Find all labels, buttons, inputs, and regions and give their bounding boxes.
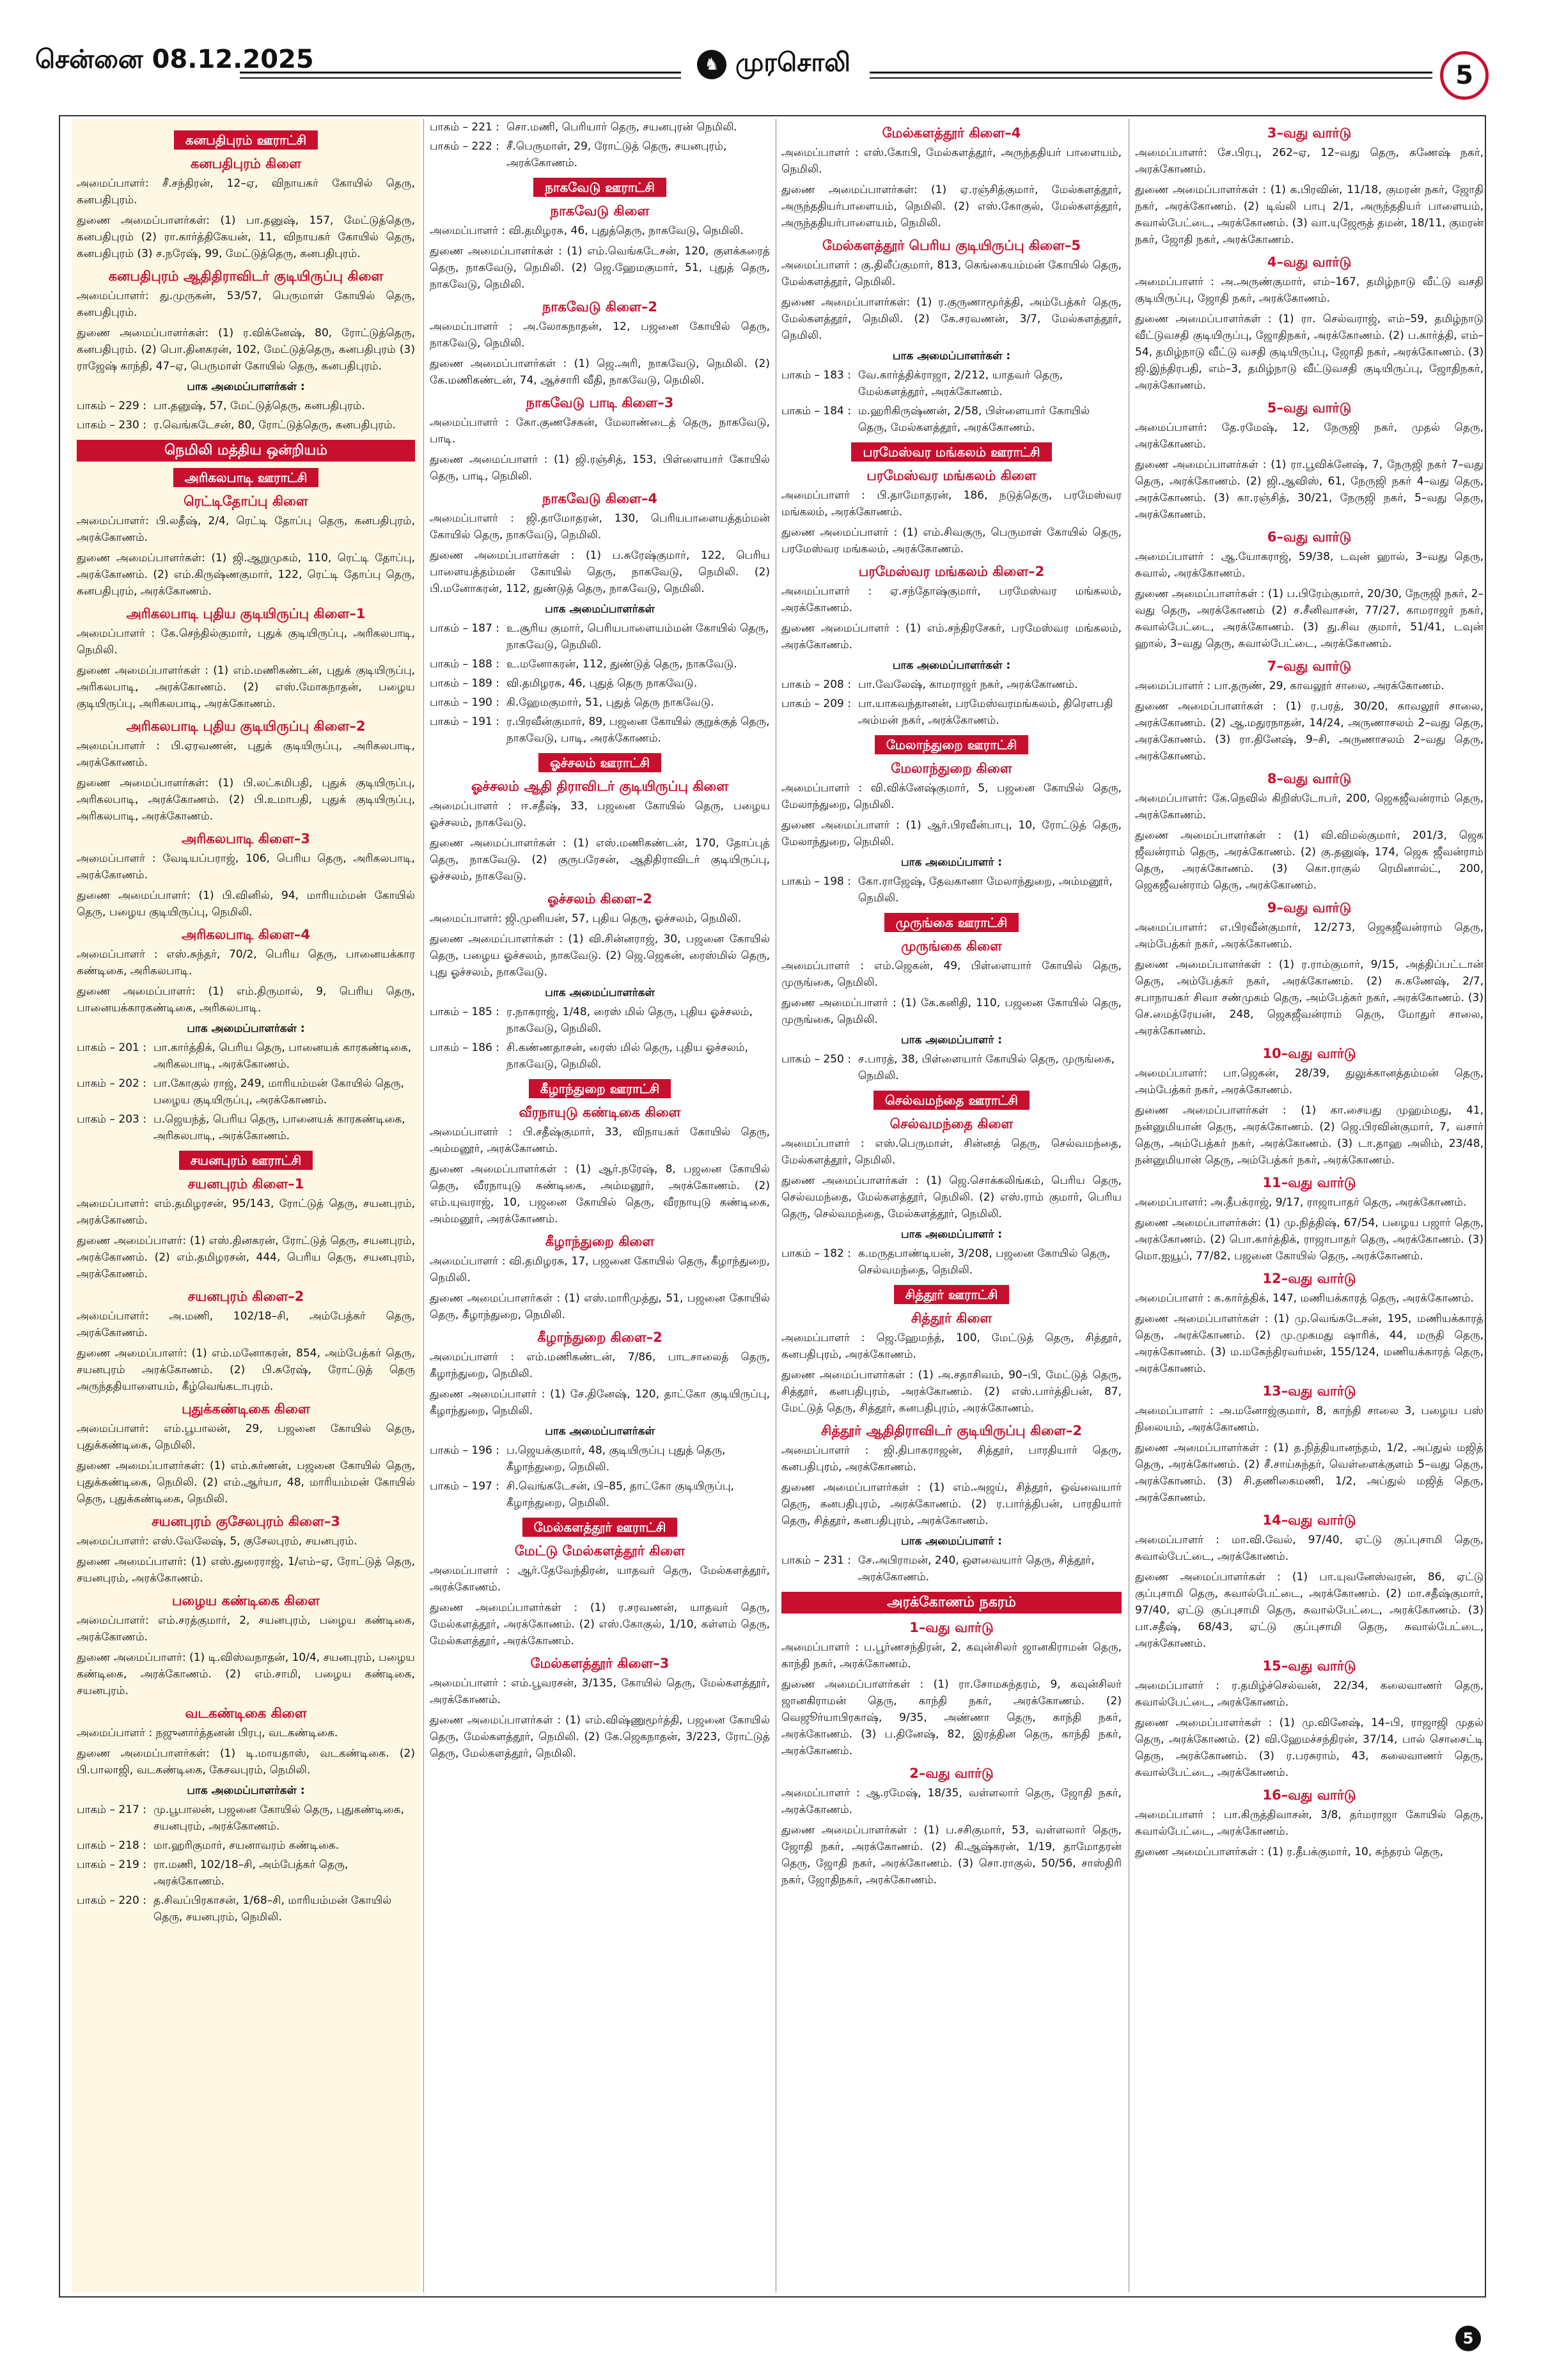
deputy-entry: துணை அமைப்பாளர்: (1) எஸ்.தினகரன், ரோட்டுத் தெரு, சயனபுரம், அரக்கோணம். (2) எம்.தமிழரசன், 444, பெரிய தெரு, சயனபுரம், அரக்கோணம். bbox=[77, 1234, 415, 1280]
ward-heading: 13–வது வார்டு bbox=[1262, 1383, 1356, 1399]
organizer-entry: அமைப்பாளர் : எம்.மணிகண்டன், 7/86, பாடசாலைத் தெரு, கீழாந்துறை, நெமிலி. bbox=[430, 1351, 770, 1380]
booth-name: சே.அபிராமன், 240, ஔவையார் தெரு, சித்தூர், அரக்கோணம். bbox=[858, 1554, 1095, 1583]
deputy-entry: துணை அமைப்பாளர்கள் : (1) வி.சின்னராஜ், 30, பஜனை கோயில் தெரு, பழைய ஓச்சலம், நாகவேடு. (2) ஜெ.ஜெகன், ரைஸ்மில் தெரு, புது ஓச்சலம், நாகவேடு. bbox=[430, 933, 770, 979]
organizer-entry: அமைப்பாளர் : அ.அருண்குமார், எம்–167, தமிழ்நாடு வீட்டு வசதி குடியிருப்பு, ஜோதி நகர், அரக்கோணம். bbox=[1135, 276, 1484, 305]
deputy-entry: துணை அமைப்பாளர்கள்: (1) ஜி.ஆறுமுகம், 110, ரெட்டி தோப்பு, அரக்கோணம். (2) எம்.கிருஷ்ணகுமார், 122, ரெட்டி தோப்பு தெரு, கனபதிபுரம், அரக்கோணம். bbox=[77, 552, 415, 598]
booth-name: ர.வெங்கடேசன், 80, ரோட்டுத்தெரு, கனபதிபுரம். bbox=[153, 419, 396, 432]
deputy-entry: துணை அமைப்பாளர் : (1) எம்.சந்திரசேகர், பரமேஸ்வர மங்கலம், அரக்கோணம். bbox=[781, 622, 1122, 651]
deputy-entry: துணை அமைப்பாளர்: (1) எம்.திருமால், 9, பெரிய தெரு, பானையக்காரகண்டிகை, அரிகலபாடி. bbox=[77, 985, 415, 1015]
organizer-entry: அமைப்பாளர் : ஜி.திபாகராஜன், சித்தூர், பாரதியார் தெரு, கனபதிபுரம், அரக்கோணம். bbox=[781, 1444, 1122, 1474]
branch-heading: சித்தூர் கிளை bbox=[911, 1311, 992, 1326]
booth-number: பாகம் – 230 : bbox=[77, 419, 146, 432]
booth-name: பா.யாகவந்தானன், பரமேஸ்வரமங்கலம், திரௌபதி அம்மன் நகர், அரக்கோணம். bbox=[858, 697, 1113, 727]
deputy-entry: துணை அமைப்பாளர்கள் : (1) பா.யுவனேஸ்வரன், 86, ஏட்டு குப்புசாமி தெரு, சுவால்பேட்டை, அரக்கோணம். (2) மா.சதீஷ்குமார், 97/40, ஏட்டு குப்புசாமி தெரு, சுவால்பேட்டை, அரக்கோணம். (3) பா.சதீஷ், 68/43, ஏட்டு குப்புசாமி தெரு, சுவால்பேட்டை, அரக்கோணம். bbox=[1135, 1571, 1484, 1650]
branch-heading: மேட்டு மேல்களத்தூர் கிளை bbox=[514, 1543, 685, 1559]
booth-name: ச.பாரத், 38, பிள்ளையார் கோயில் தெரு, முருங்கை, நெமிலி. bbox=[858, 1053, 1115, 1082]
organizer-entry: அமைப்பாளர்: சீ.சந்திரன், 12–ஏ, விநாயகர் கோயில் தெரு, கனபதிபுரம். bbox=[77, 177, 415, 206]
section-heading: அரிகலபாடி ஊராட்சி bbox=[173, 468, 319, 487]
organizer-entry: அமைப்பாளர் : அ.லோகநாதன், 12, பஜனை கோயில் தெரு, நாகவேடு, நெமிலி. bbox=[430, 320, 770, 350]
organizer-entry: அமைப்பாளர் : கே.செந்தில்குமார், புதுக் குடியிருப்பு, அரிகலபாடி, நெமிலி. bbox=[77, 627, 415, 657]
deputy-entry: துணை அமைப்பாளர்கள்: (1) ர.குருணாமூர்த்தி, அம்பேத்கர் தெரு, மேல்களத்தூர், நெமிலி. (2) கே.சரவணன், 3/7, மேல்களத்தூர், நெமிலி. bbox=[781, 296, 1122, 342]
booth-name: பா.கோகுல் ராஜ், 249, மாரியம்மன் கோயில் தெரு, பழைய குடியிருப்பு, அரக்கோணம். bbox=[153, 1077, 405, 1107]
ward-heading: 8–வது வார்டு bbox=[1267, 771, 1352, 786]
deputy-entry: துணை அமைப்பாளர்கள்: (1) மு.நித்திஷ், 67/54, பழைய பஜார் தெரு, அரக்கோணம். (2) பொ.கார்த்திக், ராஜாபாதர் தெரு, அரக்கோணம். (3) மொ.ஐயூப், 77/82, பஜனை கோயில் தெரு, அரக்கோணம். bbox=[1135, 1217, 1484, 1263]
ward-heading: 9–வது வார்டு bbox=[1267, 900, 1352, 915]
booth-row bbox=[430, 620, 770, 653]
organizer-entry: அமைப்பாளர் : அ.மனோஜ்குமார், 8, காந்தி சாலை 3, பழைய பஸ் நிலையம், அரக்கோணம். bbox=[1135, 1404, 1484, 1434]
deputy-entry: துணை அமைப்பாளர்கள் : (1) ர.சரவணன், யாதவர் தெரு, மேல்களத்தூர், அரக்கோணம். (2) எஸ்.கோகுல், 1/10, கள்ளம் தெரு, மேல்களத்தூர், அரக்கோணம். bbox=[430, 1601, 770, 1647]
deputy-entry: துணை அமைப்பாளர் : (1) எம்.சிவகுரு, பெருமாள் கோயில் தெரு, பரமேஸ்வர மங்கலம், அரக்கோணம். bbox=[781, 526, 1122, 556]
organizer-entry: அமைப்பாளர் : கோ.குணசேகன், மேலாண்டைத் தெரு, நாகவேடு, பாடி. bbox=[430, 416, 770, 446]
ward-heading: 5–வது வார்டு bbox=[1267, 400, 1352, 416]
branch-heading: ஓச்சலம் கிளை–2 bbox=[547, 891, 652, 906]
booth-number: பாகம் – 185 : bbox=[430, 1006, 499, 1018]
branch-heading: அரிகலபாடி கிளை–4 bbox=[181, 927, 311, 942]
deputy-entry: துணை அமைப்பாளர்கள்: (1) டி.மாயதாஸ், வடகண்டிகை. (2) பி.பாலாஜி, வடகண்டிகை, கேசவபுரம், நெமிலி. bbox=[77, 1747, 415, 1777]
section-heading: சயனபுரம் ஊராட்சி bbox=[179, 1151, 313, 1170]
ward-heading: 15–வது வார்டு bbox=[1262, 1658, 1356, 1674]
elephant-emblem-icon: ♞ bbox=[697, 50, 726, 79]
booth-number: பாகம் – 218 : bbox=[77, 1839, 146, 1852]
branch-heading: வடகண்டிகை கிளை bbox=[185, 1706, 307, 1721]
booth-number: பாகம் – 188 : bbox=[430, 658, 499, 671]
organizer-entry: அமைப்பாளர் : வேடியப்பராஜ், 106, பெரிய தெரு, அரிகலபாடி, அரக்கோணம். bbox=[77, 852, 415, 882]
branch-heading: புதுக்கண்டிகை கிளை bbox=[182, 1401, 310, 1417]
column-1 bbox=[72, 119, 420, 2292]
deputy-entry: துணை அமைப்பாளர்: (1) எம்.மனோகரன், 854, அம்பேத்கர் தெரு, சயனபுரம் அரக்கோணம். (2) பி.சுரேஷ், ரோட்டுத் தெரு அருந்ததியாளையம், கீழ்வெங்கடாபுரம். bbox=[77, 1347, 415, 1393]
deputy-entry: துணை அமைப்பாளர்கள் : (1) மு.வெங்கடேசன், 195, மணியக்காரத் தெரு, அரக்கோணம். (2) மு.முகமது ஷாரிக், 44, மருதி தெரு, அரக்கோணம். (3) ம.மகேந்திரவர்மன், 155/124, மணியக்காரத் தெரு, அரக்கோணம். bbox=[1135, 1312, 1484, 1375]
deputy-entry: துணை அமைப்பாளர் : (1) ஜி.ரஞ்சித், 153, பிள்ளையார் கோயில் தெரு, பாடி, நெமிலி. bbox=[430, 453, 770, 483]
deputy-entry: துணை அமைப்பாளர் : (1) கே.கனிதி, 110, பஜனை கோயில் தெரு, முருங்கை, நெமிலி. bbox=[781, 997, 1122, 1026]
branch-heading: முருங்கை கிளை bbox=[901, 938, 1002, 954]
deputy-entry: துணை அமைப்பாளர்கள் : (1) எம்.விஷ்ணுமூர்த்தி, பஜனை கோயில் தெரு, மேல்களத்தூர், நெமிலி. (2) கே.ஜெகநாதன், 3/223, ரோட்டுத் தெரு, மேல்களத்தூர், நெமிலி. bbox=[430, 1714, 770, 1760]
branch-heading: சயனபுரம் குசேலபுரம் கிளை–3 bbox=[151, 1514, 340, 1529]
booth-name: மு.பூபாலன், பஜனை கோயில் தெரு, புதுகண்டிகை, சயனபுரம், அரக்கோணம். bbox=[153, 1803, 404, 1833]
booth-number: பாகம் – 198 : bbox=[781, 875, 851, 888]
booth-name: த.சிவப்பிரகாசன், 1/68–சி, மாரியம்மன் கோயில் தெரு, சயனபுரம், நெமிலி. bbox=[153, 1894, 392, 1924]
deputy-entry: துணை அமைப்பாளர்கள் : (1) ர.பரத், 30/20, காவலூர் சாலை, அரக்கோணம். (2) ஆ.மதுரநாதன், 14/24, அருணாசலம் 2–வது தெரு, அரக்கோணம். (3) ரா.தினேஷ், 9–சி, அருணாசலம் 2–வது தெரு, அரக்கோணம். bbox=[1135, 700, 1484, 763]
booth-name: வி.தமிழரசு, 46, புதுத் தெரு நாகவேடு. bbox=[506, 677, 698, 690]
organizer-entry: அமைப்பாளர்: அ.மணி, 102/18–சி, அம்பேத்கர் தெரு, அரக்கோணம். bbox=[77, 1310, 415, 1339]
branch-heading: கனபதிபுரம் ஆதிதிராவிடர் குடியிருப்பு கிளை bbox=[108, 268, 384, 284]
organizer-entry: அமைப்பாளர்: சே.பிரபு, 262–ஏ, 12–வது தெரு, கணேஷ் நகர், அரக்கோணம். bbox=[1135, 146, 1484, 176]
booth-row bbox=[77, 1075, 415, 1108]
booth-heading: பாக அமைப்பாளர் : bbox=[900, 1034, 1003, 1046]
branch-heading: மேல்களத்தூர் கிளை–4 bbox=[882, 125, 1021, 141]
ward-heading: 6–வது வார்டு bbox=[1267, 529, 1352, 545]
organizer-entry: அமைப்பாளர்: எம்.சரத்குமார், 2, சயனபுரம், பழைய கண்டிகை, அரக்கோணம். bbox=[77, 1614, 415, 1644]
organizer-entry: அமைப்பாளர்: தே.ரமேஷ், 12, நேருஜி நகர், முதல் தெரு, அரக்கோணம். bbox=[1135, 421, 1484, 451]
branch-heading: பழைய கண்டிகை கிளை bbox=[171, 1593, 320, 1608]
organizer-entry: அமைப்பாளர்: எஸ்.வேலேஷ், 5, குசேலபுரம், சயனபுரம். bbox=[77, 1535, 357, 1548]
booth-row bbox=[781, 403, 1122, 436]
ward-heading: 4–வது வார்டு bbox=[1267, 254, 1352, 270]
booth-name: பா.தனுஷ், 57, மேட்டுத்தெரு, கனபதிபுரம். bbox=[153, 400, 365, 412]
booth-heading: பாக அமைப்பாளர்கள் bbox=[545, 1425, 655, 1438]
booth-row bbox=[430, 119, 770, 136]
branch-heading: மேலாந்துறை கிளை bbox=[891, 761, 1012, 776]
booth-number: பாகம் – 203 : bbox=[77, 1113, 146, 1126]
booth-name: பா.வேலேஷ், காமராஜர் நகர், அரக்கோணம். bbox=[858, 678, 1078, 691]
booth-number: பாகம் – 187 : bbox=[430, 622, 499, 635]
organizer-entry: அமைப்பாளர் : க.கார்த்திக், 147, மணியக்காரத் தெரு, அரக்கோணம். bbox=[1135, 1292, 1474, 1305]
organizer-entry: அமைப்பாளர் : வி.தமிழரசு, 46, புதுத்தெரு, நாகவேடு, நெமிலி. bbox=[430, 224, 744, 237]
column-4 bbox=[1135, 119, 1484, 2292]
booth-row bbox=[77, 1892, 415, 1925]
booth-number: பாகம் – 189 : bbox=[430, 677, 499, 690]
deputy-entry: துணை அமைப்பாளர்கள் : (1) எம்.அஜய், சித்தூர், ஒவ்வையார் தெரு, கனபதிபுரம், அரக்கோணம். (2) ர.பார்த்திபன், பாரதியார் தெரு, சித்தூர், கனபதிபுரம், அரக்கோணம். bbox=[781, 1481, 1122, 1527]
booth-row bbox=[430, 1039, 770, 1073]
booth-number: பாகம் – 231 : bbox=[781, 1554, 851, 1567]
organizer-entry: அமைப்பாளர் : பி.சதீஷ்குமார், 33, விநாயகர் கோயில் தெரு, அம்மனூர், அரக்கோணம். bbox=[430, 1126, 770, 1155]
branch-heading: சித்தூர் ஆதிதிராவிடர் குடியிருப்பு கிளை–2 bbox=[820, 1423, 1083, 1438]
deputy-entry: துணை அமைப்பாளர்கள் : (1) ஜெ.சொக்கலிங்கம், பெரிய தெரு, செல்வமந்தை, மேல்களத்தூர், நெமிலி. (2) எஸ்.ராம் குமார், பெரிய தெரு, செல்வமந்தை, மேல்களத்தூர், நெமிலி. bbox=[781, 1174, 1122, 1220]
organizer-entry: அமைப்பாளர்: எம்.தமிழரசன், 95/143, ரோட்டுத் தெரு, சயனபுரம், அரக்கோணம். bbox=[77, 1197, 415, 1227]
booth-row bbox=[430, 1478, 770, 1511]
section-heading: கனபதிபுரம் ஊராட்சி bbox=[174, 130, 318, 150]
booth-heading: பாக அமைப்பாளர்கள் : bbox=[892, 350, 1011, 362]
booth-row bbox=[781, 873, 1122, 906]
section-heading: முருங்கை ஊராட்சி bbox=[884, 913, 1019, 932]
deputy-entry: துணை அமைப்பாளர்கள் : (1) ப.சசிகுமார், 53, வள்ளலார் தெரு, ஜோதி நகர், அரக்கோணம். (2) கி.ஆஷ்கரன், 1/19, தாமோதரன் தெரு, ஜோதி நகர், அரக்கோணம். (3) சொ.ராகுல், 50/56, சாஸ்திரி நகர், ஜோதிநகர், அரக்கோணம். bbox=[781, 1824, 1122, 1886]
organizer-entry: அமைப்பாளர் : நஜுனார்த்தனன் பிரபு, வடகண்டிகை. bbox=[77, 1727, 338, 1739]
deputy-entry: துணை அமைப்பாளர்கள் : (1) ப.பிரேம்குமார், 20/30, நேருஜி நகர், 2–வது தெரு, அரக்கோணம் (2) ச.சீனிவாசன், 77/27, காமராஜர் நகர், சுவால்பேட்டை, அரக்கோணம். (3) து.சிவ குமார், 51/41, டவுன் ஹால், 3–வது தெரு, சுவால்பேட்டை, அரக்கோணம். bbox=[1135, 587, 1484, 650]
deputy-entry: துணை அமைப்பாளர்கள் : (1) ரா.சோமசுந்தரம், 9, கவுன்சிலர் ஜானகிராமன் தெரு, காந்தி நகர், அரக்கோணம். (2) வெஜூர்யாபிரகாஷ், 9/35, அண்ணா தெரு, காந்தி நகர், அரக்கோணம். (3) ப.தினேஷ், 82, இரத்தின தெரு, காந்தி நகர், அரக்கோணம். bbox=[781, 1678, 1122, 1757]
booth-number: பாகம் – 191 : bbox=[430, 715, 499, 728]
booth-number: பாகம் – 220 : bbox=[77, 1894, 146, 1907]
booth-name: சீ.பெருமாள், 29, ரோட்டுத் தெரு, சயனபுரம், அரக்கோணம். bbox=[506, 140, 727, 169]
organizer-entry: அமைப்பாளர் : எஸ்.கோபி, மேல்களத்தூர், அருந்ததியர் பாளையம், நெமிலி. bbox=[781, 146, 1122, 176]
paper-name: முரசொலி bbox=[735, 48, 850, 77]
booth-row bbox=[77, 1039, 415, 1073]
booth-number: பாகம் – 190 : bbox=[430, 696, 499, 709]
booth-number: பாகம் – 184 : bbox=[781, 405, 851, 417]
branch-heading: வீரநாயுடு கண்டிகை கிளை bbox=[519, 1105, 681, 1120]
booth-number: பாகம் – 208 : bbox=[781, 678, 851, 691]
booth-row bbox=[781, 367, 1122, 400]
booth-name: க.மருதபாண்டியன், 3/208, பஜனை கோயில் தெரு, செல்வமந்தை, நெமிலி. bbox=[858, 1247, 1111, 1277]
booth-name: ர.பிரவீன்குமார், 89, பஜனை கோயில் குறுக்குத் தெரு, நாகவேடு, பாடி, அரக்கோணம். bbox=[506, 715, 770, 745]
booth-row bbox=[77, 1111, 415, 1144]
deputy-entry: துணை அமைப்பாளர்கள் : (1) ர.ராம்குமார், 9/15, அத்திப்பட்டான் தெரு, அம்பேத்கர் நகர், அரக்கோணம். (2) சு.கணேஷ், 2/7, சபாநாயகர் சிவா சண்முகம் தெரு, அம்பேத்கர் நகர், அரக்கோணம். (3) செ.மைத்ரேயன், 248, ஜெகஜீவன்ராம் தெரு, மோதுர் சாலை, அரக்கோணம். bbox=[1135, 958, 1484, 1038]
branch-heading: பரமேஸ்வர மங்கலம் கிளை–2 bbox=[858, 564, 1045, 579]
organizer-entry: அமைப்பாளர் : ப.பூர்ணசந்திரன், 2, கவுன்சிலர் ஜானகிராமன் தெரு, காந்தி நகர், அரக்கோணம். bbox=[781, 1641, 1122, 1670]
organizer-entry: அமைப்பாளர் : ஆர்.தேவேந்திரன், யாதவர் தெரு, மேல்களத்தூர், அரக்கோணம். bbox=[430, 1564, 770, 1594]
booth-row bbox=[77, 1856, 415, 1890]
booth-row bbox=[430, 675, 770, 692]
section-heading: மேல்களத்தூர் ஊராட்சி bbox=[522, 1518, 678, 1537]
branch-heading: கனபதிபுரம் கிளை bbox=[190, 156, 302, 171]
paper-logo bbox=[697, 48, 850, 81]
deputy-entry: துணை அமைப்பாளர்கள் : (1) க.பிரவின், 11/18, குமரன் நகர், ஜோதி நகர், அரக்கோணம். (2) டிவ்லி பாபு 2/1, அருந்ததியர் பாளையம், சுவால்பேட்டை, அரக்கோணம். (3) வா.யுஜேரூத் தமன், 18/11, குமரன் நகர், ஜோதி நகர், அரக்கோணம். bbox=[1135, 183, 1484, 246]
booth-row bbox=[430, 656, 770, 673]
deputy-entry: துணை அமைப்பாளர் : (1) ஆர்.பிரவீன்பாபு, 10, ரோட்டுத் தெரு, மேலாந்துறை, நெமிலி. bbox=[781, 819, 1122, 848]
organizer-entry: அமைப்பாளர் : ர.தமிழ்ச்செல்வன், 22/34, கலைவாணர் தெரு, சுவால்பேட்டை, அரக்கோணம். bbox=[1135, 1679, 1484, 1709]
organizer-entry: அமைப்பாளர்: து.முருகன், 53/57, பெருமாள் கோயில் தெரு, கனபதிபுரம். bbox=[77, 290, 415, 319]
organizer-entry: அமைப்பாளர் : ஆ.யோகராஜ், 59/38, டவுன் ஹால், 3–வது தெரு, சுவால், அரக்கோணம். bbox=[1135, 550, 1484, 580]
booth-number: பாகம் – 217 : bbox=[77, 1803, 146, 1816]
column-2 bbox=[430, 119, 770, 2292]
booth-name: ர.நாகராஜ், 1/48, ரைஸ் மில் தெரு, புதிய ஓச்சலம், நாகவேடு, நெமிலி. bbox=[506, 1006, 753, 1035]
masthead-rule-right bbox=[870, 72, 1432, 79]
organizer-entry: அமைப்பாளர்: அ.தீபக்ராஜ், 9/17, ராஜாபாதர் தெரு, அரக்கோணம். bbox=[1135, 1196, 1467, 1209]
organizer-entry: அமைப்பாளர் : ஜி.தாமோதரன், 130, பெரியபாளையத்தம்மன் கோயில் தெரு, நாகவேடு, நெமிலி. bbox=[430, 512, 770, 541]
section-heading: ஓச்சலம் ஊராட்சி bbox=[538, 753, 661, 772]
branch-heading: நாகவேடு பாடி கிளை–3 bbox=[526, 395, 674, 410]
booth-name: கோ.ராஜேஷ், தேவகானா மேலாந்துறை, அம்மனூர், நெமிலி. bbox=[858, 875, 1113, 905]
organizer-entry: அமைப்பாளர்: பா.ஜெகன், 28/39, துலுக்கானத்தம்மன் தெரு, அம்பேத்கர் நகர், அரக்கோணம். bbox=[1135, 1067, 1484, 1096]
deputy-entry: துணை அமைப்பாளர்கள் : (1) ரா.பூவிக்னேஷ், 7, நேருஜி நகர் 7–வது தெரு, அரக்கோணம். (2) ஜி.ஆவிஸ், 61, நேருஜி நகர் 4–வது தெரு, அரக்கோணம். (3) கா.ரஞ்சித், 30/21, நேருஜி நகர், 5–வது தெரு, அரக்கோணம். bbox=[1135, 458, 1484, 521]
booth-row bbox=[430, 138, 770, 171]
booth-row bbox=[781, 1051, 1122, 1084]
branch-heading: ஓச்சலம் ஆதி திராவிடர் குடியிருப்பு கிளை bbox=[471, 779, 729, 794]
organizer-entry: அமைப்பாளர் : ஈ.சதீஷ், 33, பஜனை கோயில் தெரு, பழைய ஓச்சலம், நாகவேடு. bbox=[430, 800, 770, 829]
union-banner: நெமிலி மத்திய ஒன்றியம் bbox=[77, 440, 415, 462]
booth-row bbox=[781, 1552, 1122, 1585]
booth-row bbox=[430, 1004, 770, 1037]
organizer-entry: அமைப்பாளர் : பி.தாமோதரன், 186, நடுத்தெரு, பரமேஸ்வர மங்கலம், அரக்கோணம். bbox=[781, 489, 1122, 518]
booth-row bbox=[781, 1245, 1122, 1279]
branch-heading: மேல்களத்தூர் கிளை–3 bbox=[530, 1656, 670, 1671]
booth-number: பாகம் – 201 : bbox=[77, 1041, 146, 1054]
booth-row bbox=[430, 1442, 770, 1475]
booth-name: வே.கார்த்திக்ராஜா, 2/212, யாதவர் தெரு, மேல்களத்தூர், அரக்கோணம். bbox=[858, 369, 1063, 398]
section-heading: பரமேஸ்வர மங்கலம் ஊராட்சி bbox=[851, 442, 1051, 462]
booth-name: மா.ஹரிகுமார், சயனாவரம் கண்டிகை. bbox=[153, 1839, 340, 1852]
organizer-entry: அமைப்பாளர்: ஜி.முனியன், 57, புதிய தெரு, ஓச்சலம், நெமிலி. bbox=[430, 912, 742, 925]
booth-row bbox=[430, 694, 770, 711]
organizer-entry: அமைப்பாளர்: எ.பிரவீன்குமார், 12/273, ஜெகஜீவன்ராம் தெரு, அம்பேத்கர் நகர், அரக்கோணம். bbox=[1135, 921, 1484, 951]
ward-heading: 16–வது வார்டு bbox=[1262, 1787, 1356, 1803]
booth-name: சி.கண்ணதாசன், ரைஸ் மில் தெரு, புதிய ஓச்சலம், நாகவேடு, நெமிலி. bbox=[506, 1041, 749, 1071]
booth-name: ரா.மணி, 102/18–சி, அம்பேத்கர் தெரு, அரக்கோணம். bbox=[153, 1858, 349, 1888]
organizer-entry: அமைப்பாளர் : எம்.ஜெகன், 49, பிள்ளையார் கோயில் தெரு, முருங்கை, நெமிலி. bbox=[781, 960, 1122, 989]
organizer-entry: அமைப்பாளர்: கே.நெவில் கிறிஸ்டோபர், 200, ஜெகஜீவன்ராம் தெரு, அரக்கோணம். bbox=[1135, 792, 1484, 821]
organizer-entry: அமைப்பாளர் : மா.வி.வேல், 97/40, ஏட்டு குப்புசாமி தெரு, சுவால்பேட்டை, அரக்கோணம். bbox=[1135, 1534, 1484, 1563]
deputy-entry: துணை அமைப்பாளர்கள்: (1) பா.தனுஷ், 157, மேட்டுத்தெரு, கனபதிபுரம் (2) ரா.கார்த்திகேயன், 11, விநாயகர் கோயில் தெரு, கனபதிபுரம் (3) ச.நரேஷ், 99, மேட்டுத்தெரு, கனபதிபுரம். bbox=[77, 214, 415, 260]
deputy-entry: துணை அமைப்பாளர்கள் : (1) எஸ்.மணிகண்டன், 170, தோப்புத் தெரு, நாகவேடு. (2) குருபரேசன், ஆதிதிராவிடர் குடியிருப்பு, ஓச்சலம், நாகவேடு. bbox=[430, 837, 770, 883]
booth-heading: பாக அமைப்பாளர் : bbox=[900, 1228, 1003, 1241]
deputy-entry: துணை அமைப்பாளர்கள் : (1) எஸ்.மாரிமுத்து, 51, பஜனை கோயில் தெரு, கீழாந்துறை, நெமிலி. bbox=[430, 1292, 770, 1321]
booth-heading: பாக அமைப்பாளர்கள் bbox=[545, 603, 655, 616]
booth-number: பாகம் – 196 : bbox=[430, 1444, 499, 1457]
deputy-entry: துணை அமைப்பாளர்: (1) பி.வினில், 94, மாரியம்மன் கோயில் தெரு, பழைய குடியிருப்பு, நெமிலி. bbox=[77, 889, 415, 919]
booth-name: உ.மனோகரன், 112, துண்டுத் தெரு, நாகவேடு. bbox=[506, 658, 737, 671]
booth-row bbox=[781, 696, 1122, 729]
organizer-entry: அமைப்பாளர்: எம்.பூபாலன், 29, பஜனை கோயில் தெரு, புதுக்கண்டிகை, நெமிலி. bbox=[77, 1422, 415, 1452]
branch-heading: நாகவேடு கிளை–4 bbox=[542, 491, 658, 506]
organizer-entry: அமைப்பாளர் : பா.கிருத்திவாசன், 3/8, தர்மராஜா கோயில் தெரு, சுவால்பேட்டை, அரக்கோணம். bbox=[1135, 1808, 1484, 1838]
ward-heading: 10–வது வார்டு bbox=[1262, 1046, 1356, 1061]
booth-heading: பாக அமைப்பாளர்கள் : bbox=[187, 1022, 305, 1035]
booth-heading: பாக அமைப்பாளர்கள் : bbox=[892, 659, 1011, 672]
deputy-entry: துணை அமைப்பாளர்கள் : (1) ஆர்.நரேஷ், 8, பஜனை கோயில் தெரு, வீரநாயுடு கண்டிகை, அம்மனூர், அரக்கோணம். (2) எம்.யுவராஜ், 10, பஜனை கோயில் தெரு, வீரநாயுடு கண்டிகை, அம்மனூர், அரக்கோணம். bbox=[430, 1163, 770, 1225]
column-3 bbox=[781, 119, 1122, 2292]
section-heading: செல்வமந்தை ஊராட்சி bbox=[873, 1091, 1030, 1110]
section-heading: சித்தூர் ஊராட்சி bbox=[894, 1285, 1010, 1304]
deputy-entry: துணை அமைப்பாளர்கள் : (1) ரா. செல்வராஜ், எம்–59, தமிழ்நாடு வீட்டுவசதி குடியிருப்பு, ஜோதிநகர், அரக்கோணம். (2) ப.கார்த்தி, எம்–54, தமிழ்நாடு வீட்டு வசதி குடியிருப்பு, ஜோதி நகர், அரக்கோணம். (3) ஜி.இந்திரபதி, எம்–3, தமிழ்நாடு வீட்டுவசதி குடியிருப்பு, ஜோதிநகர், அரக்கோணம். bbox=[1135, 313, 1484, 392]
deputy-entry: துணை அமைப்பாளர்கள்: (1) பி.லட்சுமிபதி, புதுக் குடியிருப்பு, அரிகலபாடி, அரக்கோணம். (2) பி.உமாபதி, புதுக் குடியிருப்பு, அரிகலபாடி, அரக்கோணம். bbox=[77, 777, 415, 823]
booth-row bbox=[77, 1837, 415, 1854]
booth-name: சி.வெங்கடேசன், பி–85, தாட்கோ குடியிருப்பு, கீழாந்துறை, நெமிலி. bbox=[506, 1480, 734, 1509]
branch-heading: நாகவேடு கிளை bbox=[550, 203, 650, 219]
branch-heading: அரிகலபாடி புதிய குடியிருப்பு கிளை–1 bbox=[126, 606, 366, 621]
section-heading: கீழாந்துறை ஊராட்சி bbox=[529, 1079, 671, 1098]
ward-heading: 1–வது வார்டு bbox=[909, 1620, 994, 1635]
deputy-entry: துணை அமைப்பாளர்கள்: (1) ர.விக்னேஷ், 80, ரோட்டுத்தெரு, கனபதிபுரம். (2) பொ.தினகரன், 102, மேட்டுத்தெரு, கனபதிபுரம் (3) ராஜேஷ் காந்தி, 47–ஏ, பெருமாள் கோயில் தெரு, கனபதிபுரம். bbox=[77, 327, 415, 373]
booth-number: பாகம் – 186 : bbox=[430, 1041, 499, 1054]
booth-heading: பாக அமைப்பாளர்கள் : bbox=[187, 380, 305, 393]
booth-name: கி.ஹேமகுமார், 51, புதுத் தெரு நாகவேடு. bbox=[506, 696, 714, 709]
organizer-entry: அமைப்பாளர் : வி.தமிழரசு, 17, பஜனை கோயில் தெரு, கீழாந்துறை, நெமிலி. bbox=[430, 1255, 770, 1284]
booth-number: பாகம் – 197 : bbox=[430, 1480, 499, 1493]
footer-page-number: 5 bbox=[1455, 2326, 1481, 2351]
deputy-entry: துணை அமைப்பாளர்கள்: (1) ஏ.ரஞ்சித்குமார், மேல்களத்தூர், அருந்ததியர்பாளையம், நெமிலி. (2) எஸ்.கோகுல், மேல்களத்தூர், அருந்ததியர்பாளையம், நெமிலி. bbox=[781, 183, 1122, 229]
organizer-entry: அமைப்பாளர் : ஜெ.ஹேமந்த், 100, மேட்டுத் தெரு, சித்தூர், கனபதிபுரம், அரக்கோணம். bbox=[781, 1332, 1122, 1361]
deputy-entry: துணை அமைப்பாளர்கள் : (1) ப.சுரேஷ்குமார், 122, பெரிய பாளையத்தம்மன் கோயில் தெரு, நாகவேடு, நெமிலி. (2) பி.மனோகரன், 112, துண்டுத் தெரு, நாகவேடு, நெமிலி. bbox=[430, 549, 770, 595]
booth-name: ம.ஹரிகிருஷ்ணன், 2/58, பிள்ளையார் கோயில் தெரு, மேல்களத்தூர், அரக்கோணம். bbox=[858, 405, 1090, 434]
branch-heading: சயனபுரம் கிளை–1 bbox=[187, 1176, 304, 1192]
ward-heading: 14–வது வார்டு bbox=[1262, 1513, 1356, 1528]
deputy-entry: துணை அமைப்பாளர்கள் : (1) எம்.மணிகண்டன், புதுக் குடியிருப்பு, அரிகலபாடி, அரக்கோணம். (2) எஸ்.மோகநாதன், பழைய குடியிருப்பு, அரிகலபாடி, அரக்கோணம். bbox=[77, 664, 415, 710]
branch-heading: கீழாந்துறை கிளை–2 bbox=[537, 1330, 662, 1345]
booth-number: பாகம் – 222 : bbox=[430, 140, 499, 153]
booth-number: பாகம் – 250 : bbox=[781, 1053, 851, 1066]
branch-heading: ரெட்டிதோப்பு கிளை bbox=[184, 494, 308, 509]
edition-date: சென்னை 08.12.2025 bbox=[35, 45, 314, 74]
deputy-entry: துணை அமைப்பாளர்: (1) டி.விஸ்வநாதன், 10/4, சயனபுரம், பழைய கண்டிகை, அரக்கோணம். (2) எம்.சாமி, பழைய கண்டிகை, சயனபுரம். bbox=[77, 1651, 415, 1697]
organizer-entry: அமைப்பாளர் : எஸ்.பெருமாள், சின்னத் தெரு, செல்வமந்தை, மேல்களத்தூர், நெமிலி. bbox=[781, 1137, 1122, 1167]
booth-row bbox=[781, 676, 1122, 693]
deputy-entry: துணை அமைப்பாளர்கள் : (1) அ.சதாசிவம், 90–பி, மேட்டுத் தெரு, சித்தூர், கனபதிபுரம், அரக்கோணம். (2) எஸ்.பார்த்திபன், 87, மேட்டுத் தெரு, சித்தூர், கனபதிபுரம், அரக்கோணம். bbox=[781, 1369, 1122, 1415]
section-heading: மேலாந்துறை ஊராட்சி bbox=[875, 735, 1029, 754]
section-heading: நாகவேடு ஊராட்சி bbox=[533, 178, 666, 197]
booth-number: பாகம் – 202 : bbox=[77, 1077, 146, 1090]
booth-name: ப.ஜெயந்த், பெரிய தெரு, பானையக் காரகண்டிகை, அரிகலபாடி, அரக்கோணம். bbox=[153, 1113, 405, 1142]
booth-heading: பாக அமைப்பாளர் : bbox=[900, 856, 1003, 869]
branch-heading: அரிகலபாடி கிளை–3 bbox=[181, 831, 311, 846]
deputy-entry: துணை அமைப்பாளர்கள் : (1) எம்.வெங்கடேசன், 120, குளக்கரைத் தெரு, நாகவேடு, நெமிலி. (2) ஜெ.ஹேமகுமார், 51, புதுத் தெரு, நாகவேடு, நெமிலி. bbox=[430, 245, 770, 291]
booth-heading: பாக அமைப்பாளர்கள் bbox=[545, 986, 655, 999]
booth-heading: பாக அமைப்பாளர் : bbox=[900, 1535, 1003, 1548]
organizer-entry: அமைப்பாளர் : ஏ.சந்தோஷ்குமார், பரமேஸ்வர மங்கலம், அரக்கோணம். bbox=[781, 585, 1122, 614]
masthead-rule-left bbox=[240, 72, 681, 79]
union-banner: அரக்கோணம் நகரம் bbox=[781, 1592, 1122, 1614]
organizer-entry: அமைப்பாளர் : எம்.பூவரசன், 3/135, கோயில் தெரு, மேல்களத்தூர், அரக்கோணம். bbox=[430, 1677, 770, 1706]
organizer-entry: அமைப்பாளர்: பி.லதீஷ், 2/4, ரெட்டி தோப்பு தெரு, கனபதிபுரம், அரக்கோணம். bbox=[77, 515, 415, 544]
deputy-entry: துணை அமைப்பாளர்கள் : (1) மு.வினேஷ், 14–பி, ராஜாஜி முதல் தெரு, அரக்கோணம். (2) வி.ஹேமச்சந்திரன், 37/14, பால் சொசைட்டி தெரு, அரக்கோணம். (3) ர.பரசுராம், 43, கலைவாணர் தெரு, சுவால்பேட்டை, அரக்கோணம். bbox=[1135, 1716, 1484, 1779]
ward-heading: 2–வது வார்டு bbox=[909, 1766, 994, 1781]
organizer-entry: அமைப்பாளர் : எஸ்.சுந்தர், 70/2, பெரிய தெரு, பானையக்கார கண்டிகை, அரிகலபாடி. bbox=[77, 948, 415, 977]
ward-heading: 3–வது வார்டு bbox=[1267, 125, 1352, 141]
deputy-entry: துணை அமைப்பாளர்கள் : (1) வி.விமல்குமார், 201/3, ஜெக ஜீவன்ராம் தெரு, அரக்கோணம். (2) கு.தனுஷ், 174, ஜெக ஜீவன்ராம் தெரு, அரக்கோணம். (3) கொ.ராகுல் ரெமினால்ட், 200, ஜெகஜீவன்ராம் தெரு, அரக்கோணம். bbox=[1135, 829, 1484, 892]
booth-name: உ.சூரிய குமார், பெரியபாளையம்மன் கோயில் தெரு, நாகவேடு, நெமிலி. bbox=[506, 622, 769, 651]
booth-heading: பாக அமைப்பாளர்கள் : bbox=[187, 1784, 305, 1797]
booth-number: பாகம் – 182 : bbox=[781, 1247, 851, 1260]
organizer-entry: அமைப்பாளர் : பா.தருண், 29, காவலூர் சாலை, அரக்கோணம். bbox=[1135, 680, 1445, 692]
organizer-entry: அமைப்பாளர் : கு.திலீப்குமார், 813, கெங்கையம்மன் கோயில் தெரு, மேல்களத்தூர், நெமிலி. bbox=[781, 259, 1122, 288]
branch-heading: மேல்களத்தூர் பெரிய குடியிருப்பு கிளை–5 bbox=[822, 238, 1081, 253]
booth-row bbox=[77, 398, 415, 414]
organizer-entry: அமைப்பாளர் : வி.விக்னேஷ்குமார், 5, பஜனை கோயில் தெரு, மேலாந்துறை, நெமிலி. bbox=[781, 782, 1122, 811]
booth-number: பாகம் – 183 : bbox=[781, 369, 851, 382]
column-divider bbox=[423, 119, 424, 2292]
branch-heading: அரிகலபாடி புதிய குடியிருப்பு கிளை–2 bbox=[126, 719, 366, 734]
booth-name: ப.ஜெயக்குமார், 48, குடியிருப்பு புதுத் தெரு, கீழாந்துறை, நெமிலி. bbox=[506, 1444, 726, 1474]
deputy-entry: துணை அமைப்பாளர் : (1) சே.தினேஷ், 120, தாட்கோ குடியிருப்பு, கீழாந்துறை, நெமிலி. bbox=[430, 1388, 770, 1417]
branch-heading: சயனபுரம் கிளை–2 bbox=[187, 1289, 304, 1304]
branch-heading: பரமேஸ்வர மங்கலம் கிளை bbox=[866, 468, 1037, 483]
deputy-entry: துணை அமைப்பாளர்கள்: (1) எம்.கர்ணன், பஜனை கோயில் தெரு, புதுக்கண்டிகை, நெமிலி. (2) எம்.ஆர்யா, 48, மாரியம்மன் கோயில் தெரு, புதுக்கண்டிகை, நெமிலி. bbox=[77, 1459, 415, 1505]
booth-number: பாகம் – 229 : bbox=[77, 400, 146, 412]
deputy-entry: துணை அமைப்பாளர்கள் : (1) ஜெ.அரி, நாகவேடு, நெமிலி. (2) கே.மணிகண்டன், 74, ஆச்சாரி வீதி, நாகவேடு, நெமிலி. bbox=[430, 357, 770, 387]
booth-number: பாகம் – 219 : bbox=[77, 1858, 146, 1871]
page-number-badge: 5 bbox=[1440, 51, 1489, 100]
deputy-entry: துணை அமைப்பாளர்கள் : (1) ர.தீபக்குமார், 10, சுந்தரம் தெரு, bbox=[1135, 1846, 1444, 1858]
ward-heading: 11–வது வார்டு bbox=[1262, 1175, 1356, 1190]
booth-row bbox=[77, 1801, 415, 1835]
booth-number: பாகம் – 221 : bbox=[430, 121, 499, 134]
ward-heading: 7–வது வார்டு bbox=[1267, 658, 1352, 674]
booth-row bbox=[77, 417, 415, 433]
masthead bbox=[0, 0, 1543, 90]
booth-name: சொ.மணி, பெரியார் தெரு, சயனபுரன் நெமிலி. bbox=[506, 121, 737, 134]
branch-heading: நாகவேடு கிளை–2 bbox=[542, 299, 658, 315]
booth-number: பாகம் – 209 : bbox=[781, 697, 851, 710]
deputy-entry: துணை அமைப்பாளர்: (1) எஸ்.துரைராஜ், 1/எம்–ஏ, ரோட்டுத் தெரு, சயனபுரம், அரக்கோணம். bbox=[77, 1555, 415, 1585]
deputy-entry: துணை அமைப்பாளர்கள் : (1) கா.சையது முஹம்மது, 41, நன்னுமியான் தெரு, அரக்கோணம். (2) ஜெ.பிரவின்குமார், 7, வசார் தெரு, அம்பேத்கர் நகர், அரக்கோணம். (3) டா.தாஹ அலிம், 23/48, நன்னுமியான் தெரு, அம்பேத்கர் நகர், அரக்கோணம். bbox=[1135, 1104, 1484, 1167]
deputy-entry: துணை அமைப்பாளர்கள் : (1) த.நித்தியானந்தம், 1/2, அப்துல் மஜித் தெரு, அரக்கோணம். (2) சீ.சாய்சுந்தர், வெள்ளைக்குளம் 5–வது தெரு, அரக்கோணம். (3) சி.தணிகைமணி, 1/2, அப்துல் மஜித் தெரு, அரக்கோணம். bbox=[1135, 1442, 1484, 1504]
ward-heading: 12–வது வார்டு bbox=[1262, 1271, 1356, 1286]
branch-heading: செல்வமந்தை கிளை bbox=[889, 1116, 1014, 1132]
organizer-entry: அமைப்பாளர் : ஆ.ரமேஷ், 18/35, வள்ளலார் தெரு, ஜோதி நகர், அரக்கோணம். bbox=[781, 1787, 1122, 1816]
branch-heading: கீழாந்துறை கிளை bbox=[545, 1234, 655, 1249]
booth-row bbox=[430, 713, 770, 747]
organizer-entry: அமைப்பாளர் : பி.ஏரவணன், புதுக் குடியிருப்பு, அரிகலபாடி, அரக்கோணம். bbox=[77, 740, 415, 769]
booth-name: பா.கார்த்திக், பெரிய தெரு, பானையக் காரகண்டிகை, அரிகலபாடி, அரக்கோணம். bbox=[153, 1041, 412, 1071]
